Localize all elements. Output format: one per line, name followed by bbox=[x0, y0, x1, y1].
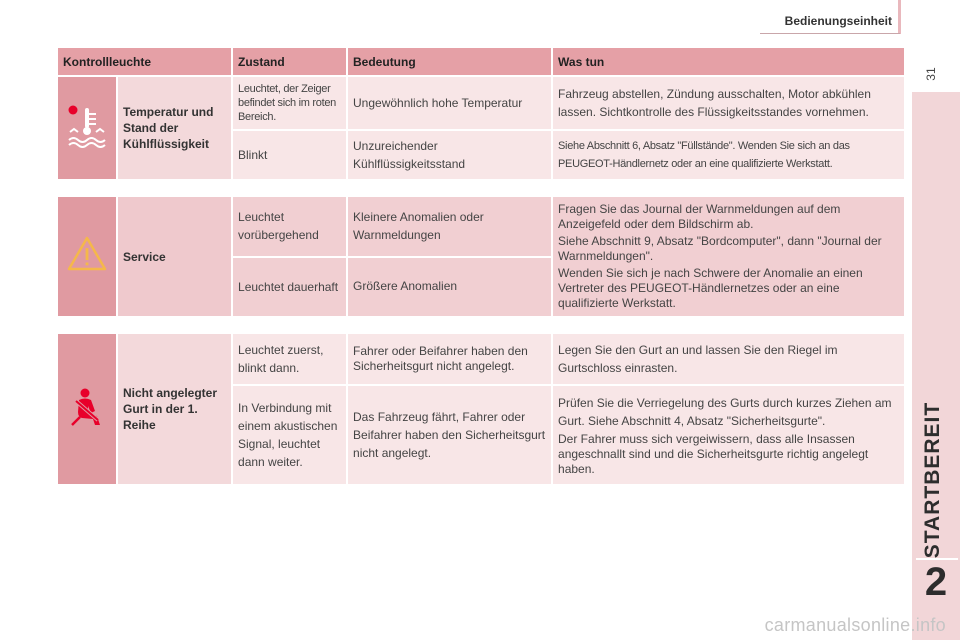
lamp-name-seatbelt: Nicht angelegter Gurt in der 1. Reihe bbox=[117, 333, 232, 485]
meaning-cell: Größere Anomalien bbox=[347, 257, 552, 318]
state-cell: Leuchtet dauerhaft bbox=[232, 257, 347, 318]
coolant-icon-cell bbox=[57, 76, 117, 180]
meaning-cell: Unzureichender Kühlflüssigkeitsstand bbox=[347, 130, 552, 180]
header-bedeutung: Bedeutung bbox=[347, 47, 552, 76]
state-cell: In Verbindung mit einem akustischen Signal, leuchtet dann weiter. bbox=[232, 385, 347, 485]
meaning-cell: Das Fahrzeug fährt, Fahrer oder Beifahrer haben den Sicherheitsgurt nicht angelegt. bbox=[347, 385, 552, 485]
action-line: Der Fahrer muss sich vergeiwissern, dass alle Insassen angeschnallt sind und die Sicherheitsgurte richtig angelegt haben. bbox=[558, 431, 869, 476]
action-line: Prüfen Sie die Verriegelung des Gurts durch kurzes Ziehen am Gurt. Siehe Abschnitt 4, Absatz "Sicherheitsgurte". bbox=[558, 395, 892, 428]
chapter-number: 2 bbox=[924, 560, 948, 604]
group-service bbox=[57, 196, 905, 317]
table-row bbox=[57, 333, 905, 385]
action-line: Wenden Sie sich je nach Schwere der Anomalie an einen Vertreter des PEUGEOT-Händlernetzes oder an eine qualifizierte Werkstatt. bbox=[558, 266, 863, 310]
state-cell: Blinkt bbox=[232, 130, 347, 180]
action-cell: Legen Sie den Gurt an und lassen Sie den Riegel im Gurtschloss einrasten. bbox=[552, 333, 905, 385]
watermark: carmanualsonline.info bbox=[764, 615, 946, 635]
meaning-cell: Kleinere Anomalien oder Warnmeldungen bbox=[347, 196, 552, 257]
state-cell: Leuchtet vorübergehend bbox=[232, 196, 347, 257]
action-cell: Fahrzeug abstellen, Zündung ausschalten, Motor abkühlen lassen. Sichtkontrolle des Flüssigkeitsstandes vornehmen. bbox=[552, 76, 905, 130]
warning-triangle-icon bbox=[66, 235, 108, 273]
header-title: Bedienungseinheit bbox=[784, 14, 892, 28]
lamp-name-coolant: Temperatur und Stand der Kühlflüssigkeit bbox=[117, 76, 232, 180]
action-cell: Siehe Abschnitt 6, Absatz "Füllstände". Wenden Sie sich an das PEUGEOT-Händlernetz oder an eine qualifizierte Werkstatt. bbox=[552, 130, 905, 180]
state-cell: Leuchtet zuerst, blinkt dann. bbox=[232, 333, 347, 385]
action-line: Fragen Sie das Journal der Warnmeldungen auf dem Anzeigefeld oder dem Bildschirm ab. bbox=[558, 202, 841, 231]
header-zustand: Zustand bbox=[232, 47, 347, 76]
state-cell: Leuchtet, der Zeiger befindet sich im roten Bereich. bbox=[232, 76, 347, 130]
seatbelt-icon bbox=[68, 387, 106, 427]
seatbelt-icon-cell bbox=[57, 333, 117, 485]
table-row bbox=[57, 196, 905, 257]
lamp-name-service: Service bbox=[117, 196, 232, 317]
header-kontrollleuchte: Kontrollleuchte bbox=[57, 47, 232, 76]
meaning-cell: Ungewöhnlich hohe Temperatur bbox=[347, 76, 552, 130]
header-accent-bar bbox=[898, 0, 901, 34]
coolant-temperature-icon bbox=[67, 104, 107, 148]
chapter-label: STARTBEREIT bbox=[921, 401, 944, 559]
warning-lamp-table bbox=[56, 46, 906, 486]
service-icon-cell bbox=[57, 196, 117, 317]
action-cell-seatbelt bbox=[552, 385, 905, 485]
meaning-cell: Fahrer oder Beifahrer haben den Sicherheitsgurt nicht angelegt. bbox=[347, 333, 552, 385]
group-coolant bbox=[57, 76, 905, 180]
action-cell-service bbox=[552, 196, 905, 317]
table-header-row bbox=[57, 47, 905, 76]
group-seatbelt bbox=[57, 333, 905, 485]
page-number: 31 bbox=[924, 67, 938, 81]
header-was-tun: Was tun bbox=[552, 47, 905, 76]
table-row bbox=[57, 76, 905, 130]
action-line: Siehe Abschnitt 9, Absatz "Bordcomputer", dann "Journal der Warnmeldungen". bbox=[558, 234, 882, 263]
header-rule bbox=[760, 33, 900, 34]
